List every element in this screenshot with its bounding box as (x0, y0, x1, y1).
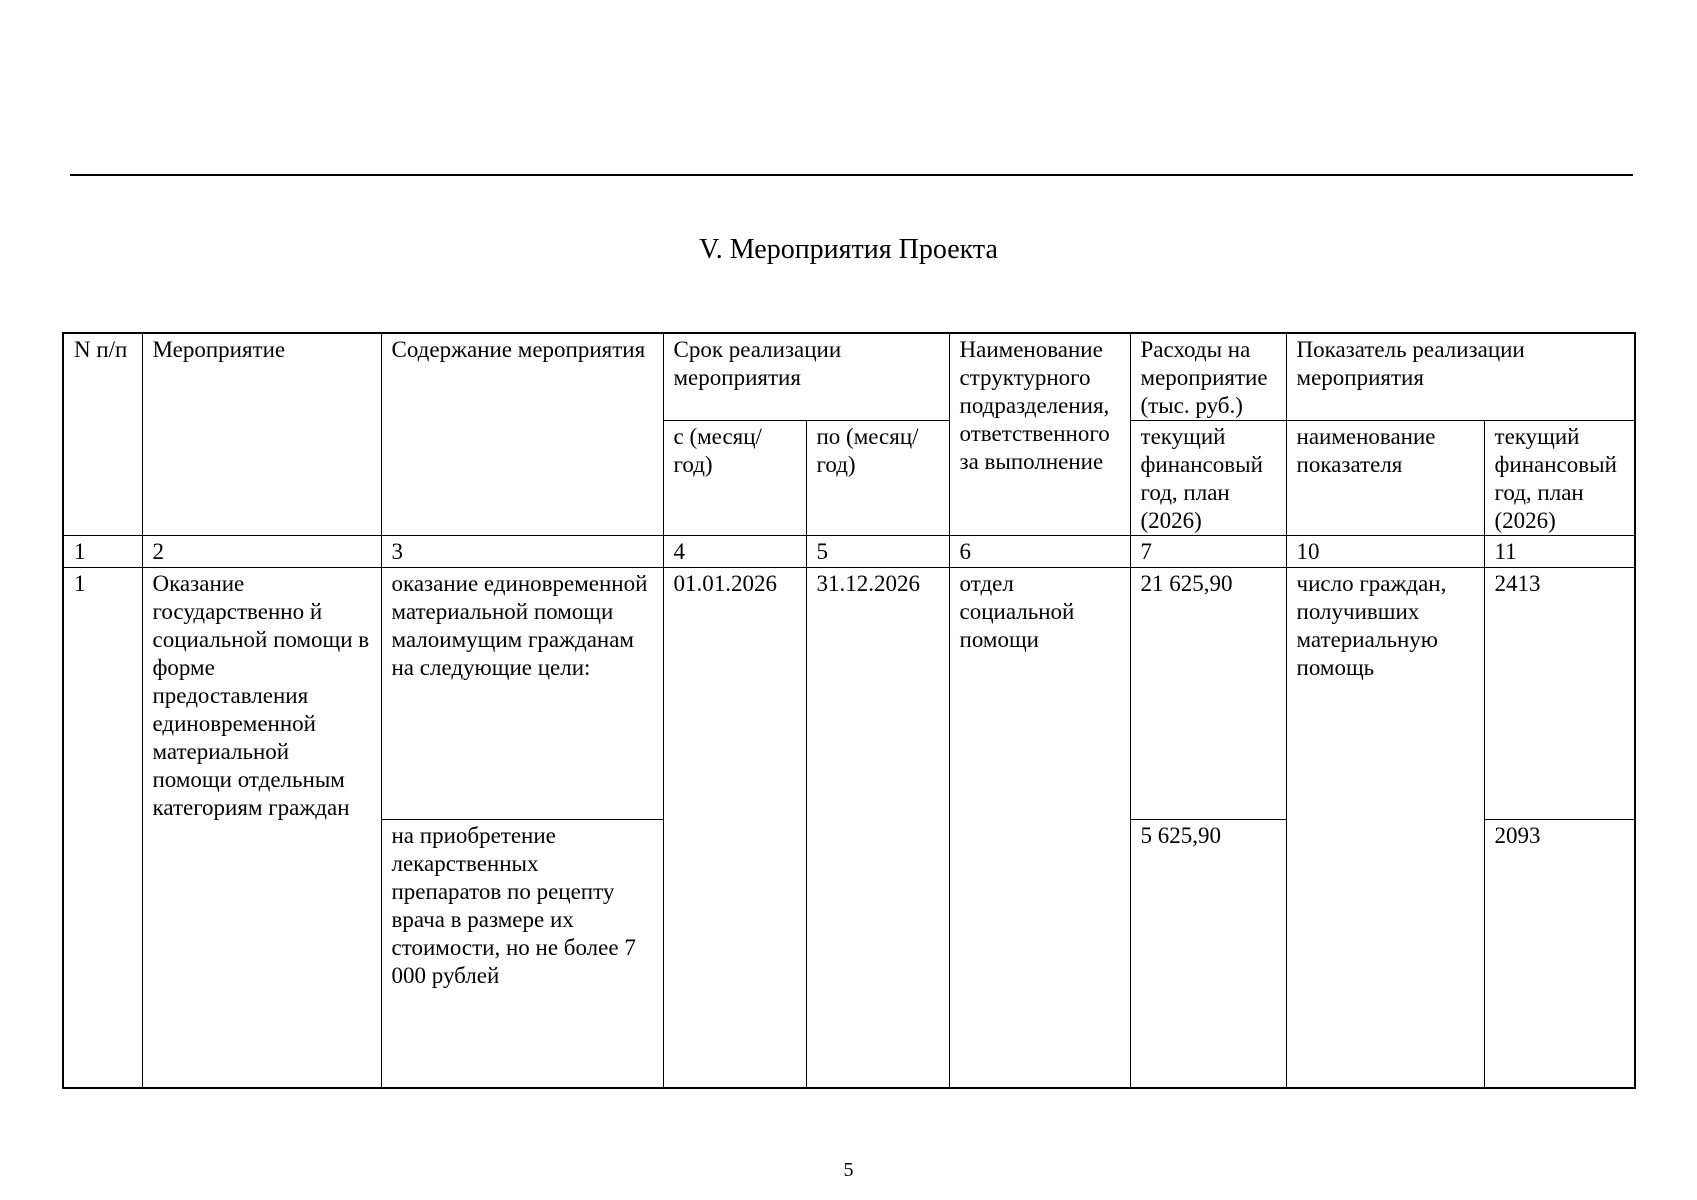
column-number: 6 (949, 536, 1130, 568)
row-expense-sub: 5 625,90 (1130, 820, 1286, 1088)
column-number: 7 (1130, 536, 1286, 568)
row-indicator-name: число граждан, получивших материальную помощь (1286, 568, 1484, 1088)
row-indicator-value-main: 2413 (1484, 568, 1635, 820)
row-content-sub: на приобретение лекарственных препаратов по рецепту врача в размере их стоимости, но не более 7 000 рублей (381, 820, 663, 1088)
row-date-from: 01.01.2026 (663, 568, 806, 1088)
table-header-row (63, 333, 1635, 421)
header-period: Срок реализации мероприятия (663, 333, 949, 421)
header-indicator-name: наименование показателя (1286, 421, 1484, 536)
header-period-to: по (месяц/год) (806, 421, 949, 536)
header-expenses: Расходы на мероприятие (тыс. руб.) (1130, 333, 1286, 421)
column-number: 11 (1484, 536, 1635, 568)
header-content: Содержание мероприятия (381, 333, 663, 536)
column-number: 4 (663, 536, 806, 568)
row-responsible: отдел социальной помощи (949, 568, 1130, 1088)
column-number: 10 (1286, 536, 1484, 568)
header-expenses-plan: текущий финансовый год, план (2026) (1130, 421, 1286, 536)
header-indicator-value: текущий финансовый год, план (2026) (1484, 421, 1635, 536)
column-number-row (63, 536, 1635, 568)
row-indicator-value-sub: 2093 (1484, 820, 1635, 1088)
section-title: V. Мероприятия Проекта (699, 234, 998, 265)
row-expense-main: 21 625,90 (1130, 568, 1286, 820)
row-event: Оказание государственно й социальной помощи в форме предоставления единовременной материальной помощи отдельным категориям граждан (142, 568, 381, 1088)
header-divider-line (70, 174, 1633, 176)
column-number: 2 (142, 536, 381, 568)
page-number: 5 (843, 1159, 854, 1181)
header-responsible: Наименование структурного подразделения, ответственного за выполнение (949, 333, 1130, 536)
row-content-main: оказание единовременной материальной помощи малоимущим гражданам на следующие цели: (381, 568, 663, 820)
column-number: 1 (63, 536, 142, 568)
column-number: 3 (381, 536, 663, 568)
table-row (63, 568, 1635, 820)
header-num: N п/п (63, 333, 142, 536)
row-date-to: 31.12.2026 (806, 568, 949, 1088)
header-indicator: Показатель реализации мероприятия (1286, 333, 1635, 421)
row-number: 1 (63, 568, 142, 1088)
events-table (62, 332, 1636, 1089)
header-event: Мероприятие (142, 333, 381, 536)
column-number: 5 (806, 536, 949, 568)
header-period-from: с (месяц/год) (663, 421, 806, 536)
